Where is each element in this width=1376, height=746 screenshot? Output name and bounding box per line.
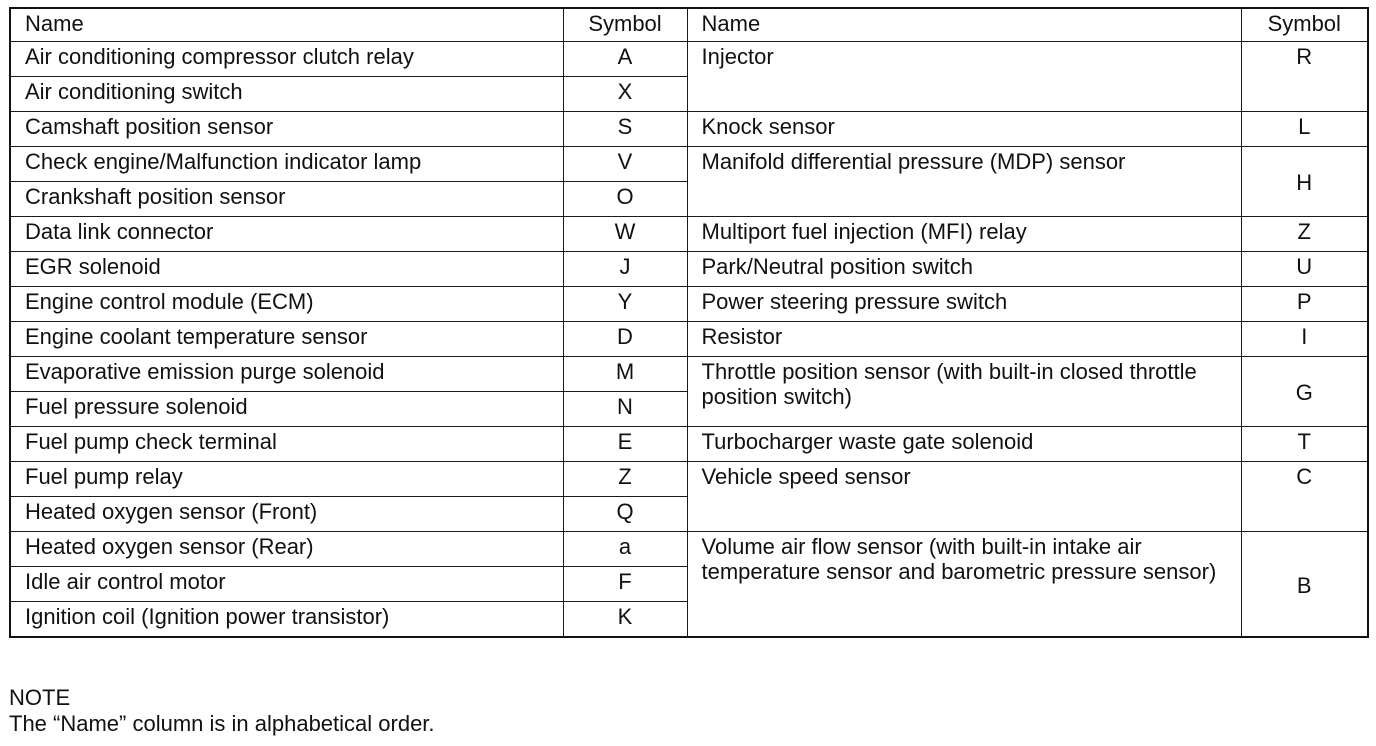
right-symbol-cell: U (1241, 252, 1368, 287)
right-name-cell: Vehicle speed sensor (687, 462, 1241, 532)
right-symbol-cell: I (1241, 322, 1368, 357)
right-symbol-cell: H (1241, 147, 1368, 217)
left-symbol-cell: M (563, 357, 687, 392)
left-name-cell: Crankshaft position sensor (10, 182, 563, 217)
table-row (10, 427, 1368, 462)
parts-symbol-table (9, 7, 1369, 638)
parts-table-container (9, 7, 1367, 638)
table-row (10, 532, 1368, 567)
table-row (10, 462, 1368, 497)
left-name-cell: Air conditioning switch (10, 77, 563, 112)
left-symbol-cell: Z (563, 462, 687, 497)
right-name-cell: Manifold differential pressure (MDP) sensor (687, 147, 1241, 217)
left-symbol-cell: X (563, 77, 687, 112)
table-row (10, 357, 1368, 392)
left-symbol-cell: J (563, 252, 687, 287)
table-row (10, 217, 1368, 252)
table-row (10, 42, 1368, 77)
left-name-cell: Fuel pump check terminal (10, 427, 563, 462)
left-symbol-cell: V (563, 147, 687, 182)
right-symbol-cell: C (1241, 462, 1368, 532)
left-symbol-cell: F (563, 567, 687, 602)
left-name-cell: Evaporative emission purge solenoid (10, 357, 563, 392)
note-text: The “Name” column is in alphabetical order. (9, 711, 435, 736)
left-symbol-cell: S (563, 112, 687, 147)
left-symbol-cell: O (563, 182, 687, 217)
left-symbol-cell: E (563, 427, 687, 462)
header-right-symbol: Symbol (1241, 8, 1368, 42)
table-row (10, 147, 1368, 182)
left-name-cell: Data link connector (10, 217, 563, 252)
table-row (10, 112, 1368, 147)
left-name-cell: Fuel pressure solenoid (10, 392, 563, 427)
left-name-cell: Air conditioning compressor clutch relay (10, 42, 563, 77)
right-symbol-cell: P (1241, 287, 1368, 322)
table-header-row (10, 8, 1368, 42)
left-symbol-cell: A (563, 42, 687, 77)
right-symbol-cell: B (1241, 532, 1368, 638)
left-symbol-cell: Q (563, 497, 687, 532)
left-symbol-cell: K (563, 602, 687, 638)
left-symbol-cell: N (563, 392, 687, 427)
left-symbol-cell: Y (563, 287, 687, 322)
header-left-symbol: Symbol (563, 8, 687, 42)
table-row (10, 287, 1368, 322)
left-name-cell: Engine control module (ECM) (10, 287, 563, 322)
right-symbol-cell: Z (1241, 217, 1368, 252)
right-name-cell: Knock sensor (687, 112, 1241, 147)
left-name-cell: Fuel pump relay (10, 462, 563, 497)
left-name-cell: Idle air control motor (10, 567, 563, 602)
note-block (9, 685, 435, 737)
right-name-cell: Park/Neutral position switch (687, 252, 1241, 287)
left-name-cell: Heated oxygen sensor (Front) (10, 497, 563, 532)
right-name-cell: Power steering pressure switch (687, 287, 1241, 322)
right-name-cell: Resistor (687, 322, 1241, 357)
left-name-cell: Camshaft position sensor (10, 112, 563, 147)
table-row (10, 252, 1368, 287)
header-right-name: Name (687, 8, 1241, 42)
right-name-cell: Injector (687, 42, 1241, 112)
left-name-cell: Engine coolant temperature sensor (10, 322, 563, 357)
note-title: NOTE (9, 685, 71, 710)
left-symbol-cell: W (563, 217, 687, 252)
right-symbol-cell: T (1241, 427, 1368, 462)
right-symbol-cell: G (1241, 357, 1368, 427)
right-symbol-cell: L (1241, 112, 1368, 147)
right-symbol-cell: R (1241, 42, 1368, 112)
header-left-name: Name (10, 8, 563, 42)
right-name-cell: Throttle position sensor (with built-in closed throttle position switch) (687, 357, 1241, 427)
left-name-cell: Heated oxygen sensor (Rear) (10, 532, 563, 567)
left-name-cell: Ignition coil (Ignition power transistor) (10, 602, 563, 638)
left-name-cell: EGR solenoid (10, 252, 563, 287)
right-name-cell: Volume air flow sensor (with built-in intake air temperature sensor and barometric pressure sensor) (687, 532, 1241, 638)
table-row (10, 322, 1368, 357)
right-name-cell: Turbocharger waste gate solenoid (687, 427, 1241, 462)
left-symbol-cell: a (563, 532, 687, 567)
right-name-cell: Multiport fuel injection (MFI) relay (687, 217, 1241, 252)
left-name-cell: Check engine/Malfunction indicator lamp (10, 147, 563, 182)
left-symbol-cell: D (563, 322, 687, 357)
